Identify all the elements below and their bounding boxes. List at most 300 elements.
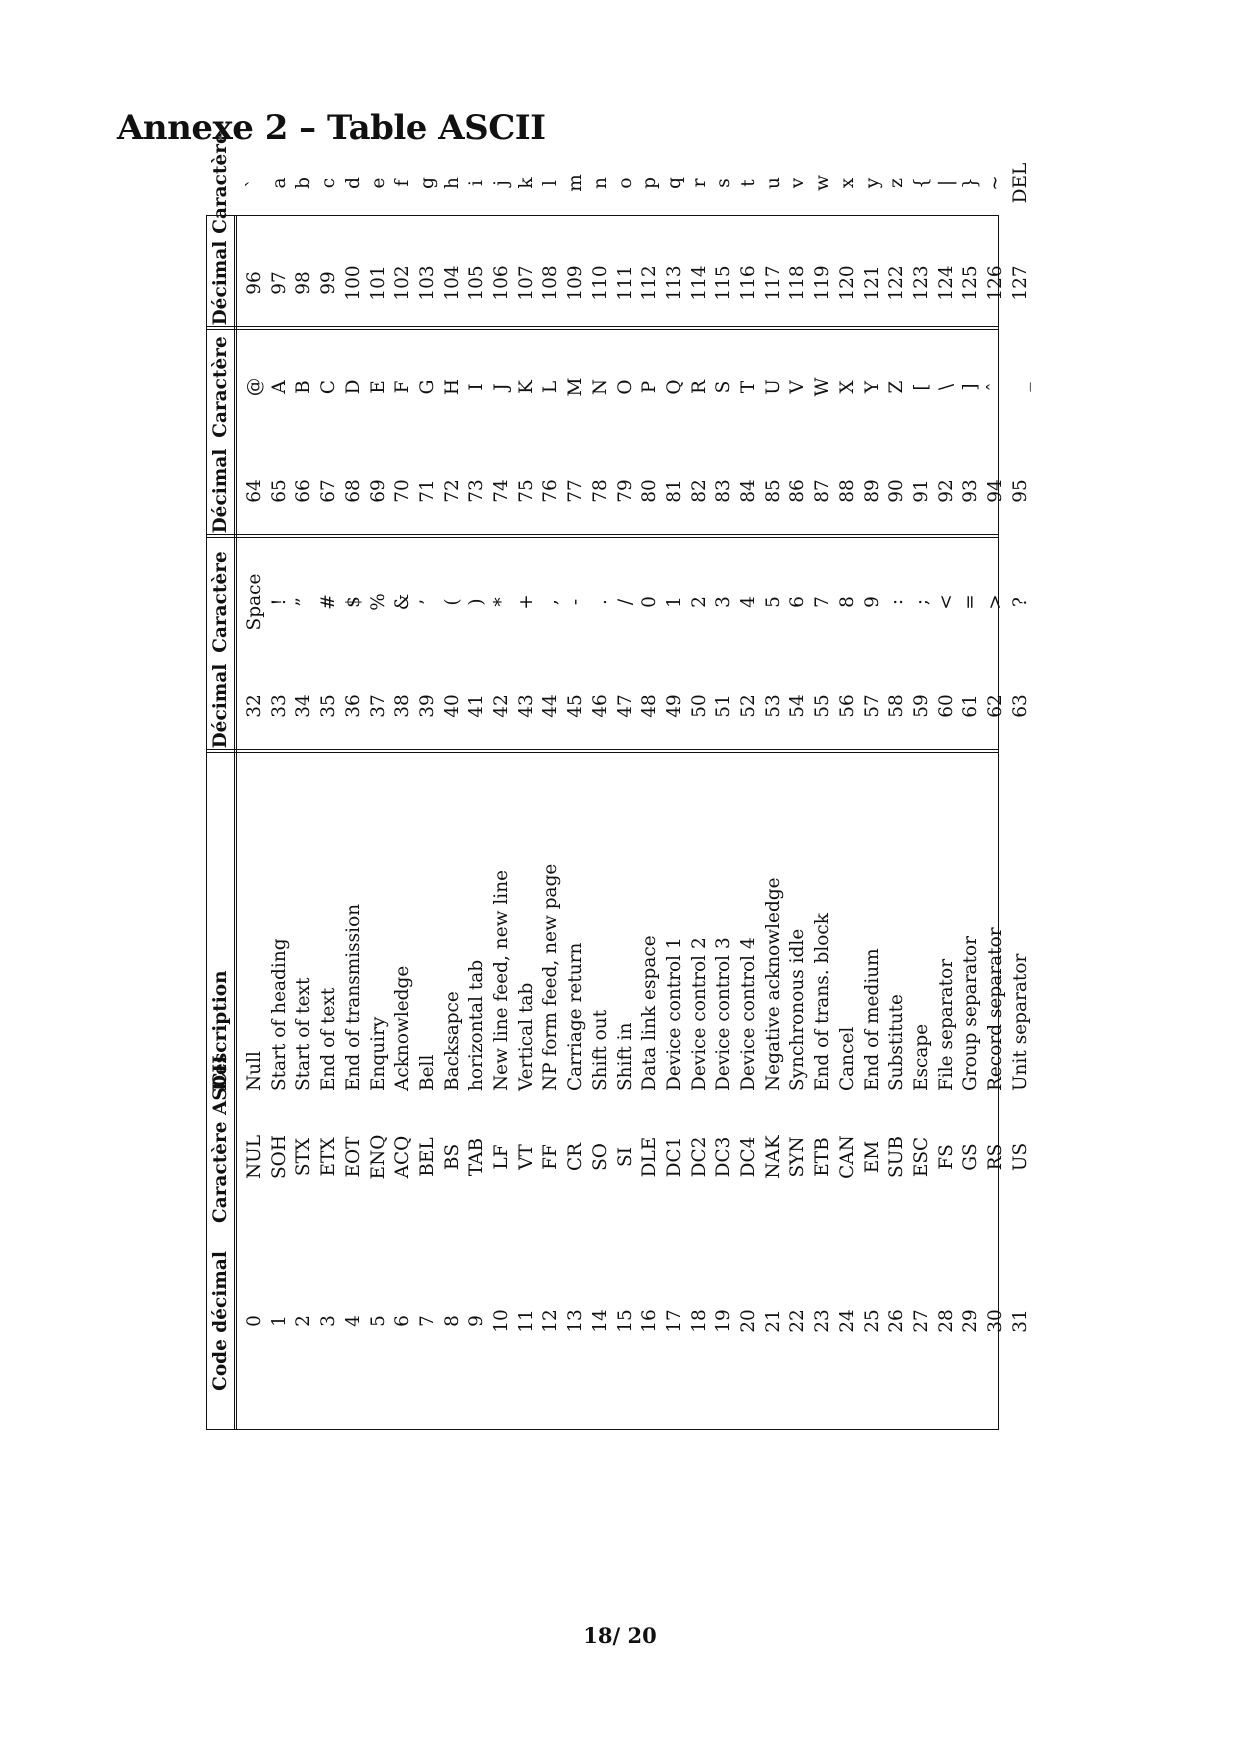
table-row (811, 175, 836, 1429)
decimal-cell: 75 (515, 479, 537, 503)
decimal-cell: 40 (441, 694, 463, 718)
table-row (885, 178, 910, 1429)
table-row (910, 177, 935, 1429)
ascii-table-frame (206, 132, 1031, 1430)
character-cell: B (293, 380, 315, 394)
decimal-cell: 110 (589, 265, 611, 301)
ascii-table (206, 132, 1031, 1430)
character-cell: & (392, 593, 414, 611)
control-code-cell: 8 (441, 1315, 463, 1327)
character-cell: J (491, 383, 512, 391)
character-cell: w (812, 175, 834, 191)
decimal-cell: 116 (738, 265, 759, 301)
character-cell: 7 (812, 596, 834, 608)
decimal-cell: 51 (713, 694, 735, 718)
control-code-cell: 0 (244, 1315, 265, 1327)
character-cell: h (441, 177, 463, 189)
character-cell: ` (244, 178, 265, 188)
character-cell: s (713, 178, 735, 188)
decimal-cell: 78 (589, 479, 611, 503)
decimal-cell: 43 (515, 694, 537, 718)
table-row (292, 177, 317, 1429)
decimal-cell: 82 (688, 479, 710, 503)
decimal-cell: 72 (441, 479, 463, 503)
character-cell: @ (244, 377, 265, 397)
control-code-cell: 17 (663, 1309, 685, 1333)
control-code-cell: 1 (268, 1315, 290, 1327)
decimal-cell: 76 (540, 479, 562, 503)
control-ascii-cell: SI (614, 1147, 636, 1167)
character-cell: ˆ (985, 382, 1006, 392)
control-description-cell: Device control 4 (738, 937, 759, 1091)
table-row (317, 177, 342, 1429)
control-ascii-cell: DC3 (713, 1136, 735, 1178)
control-description-cell: End of medium (861, 948, 883, 1091)
control-ascii-cell: DC2 (688, 1136, 710, 1178)
character-cell: 9 (861, 596, 883, 608)
control-code-cell: 30 (985, 1309, 1006, 1333)
decimal-cell: 60 (935, 694, 957, 718)
control-description-cell: NP form feed, new page (540, 863, 562, 1091)
control-code-cell: 21 (762, 1309, 784, 1333)
character-cell: v (787, 177, 809, 189)
decimal-cell: 121 (861, 265, 883, 301)
table-row (935, 179, 960, 1429)
decimal-cell: 63 (1009, 694, 1031, 718)
control-description-cell: Start of text (293, 977, 315, 1091)
decimal-cell: 99 (318, 271, 340, 295)
control-code-cell: 2 (293, 1315, 315, 1327)
control-ascii-cell: NUL (244, 1134, 265, 1180)
header-double-rule (236, 216, 237, 1429)
table-row (861, 177, 886, 1429)
control-description-cell: Escape (910, 1023, 932, 1091)
table-row (268, 177, 293, 1429)
control-code-cell: 10 (491, 1309, 512, 1333)
decimal-cell: 124 (935, 265, 957, 301)
table-row (663, 177, 688, 1429)
character-cell: 1 (663, 596, 685, 608)
control-description-cell: Null (244, 1051, 265, 1091)
decimal-cell: 70 (392, 479, 414, 503)
character-cell: r (688, 178, 710, 188)
control-ascii-cell: NAK (762, 1135, 784, 1179)
character-cell: 5 (762, 596, 784, 608)
character-cell: ] (960, 383, 982, 391)
table-row (515, 177, 540, 1429)
table-row (836, 177, 861, 1429)
character-cell: g (416, 177, 438, 189)
character-cell: $ (342, 596, 364, 608)
decimal-cell: 44 (540, 694, 562, 718)
control-ascii-cell: LF (491, 1144, 512, 1170)
table-row (564, 174, 589, 1429)
control-ascii-cell: BEL (416, 1137, 438, 1177)
character-cell: 2 (688, 596, 710, 608)
decimal-cell: 109 (565, 265, 587, 301)
control-code-cell: 12 (540, 1309, 562, 1333)
character-cell: j (491, 180, 512, 186)
character-cell: K (515, 380, 537, 394)
character-cell: , (540, 599, 562, 605)
control-code-cell: 5 (367, 1315, 389, 1327)
decimal-cell: 34 (293, 694, 315, 718)
control-description-cell: Device control 2 (688, 937, 710, 1091)
character-cell: W (812, 377, 834, 397)
table-row (243, 178, 268, 1429)
decimal-cell: 118 (787, 265, 809, 301)
control-code-cell: 22 (787, 1309, 809, 1333)
control-description-cell: End of text (318, 987, 340, 1091)
character-cell: 8 (836, 596, 858, 608)
decimal-cell: 77 (565, 479, 587, 503)
decimal-cell: 125 (960, 265, 982, 301)
character-cell: } (960, 177, 982, 189)
decimal-cell: 114 (688, 265, 710, 301)
decimal-cell: 42 (491, 694, 512, 718)
control-code-cell: 28 (935, 1309, 957, 1333)
table-row (638, 177, 663, 1429)
character-cell: ) (466, 598, 488, 606)
control-description-cell: Device control 3 (713, 937, 735, 1091)
character-cell: t (738, 179, 759, 187)
character-cell: 6 (787, 596, 809, 608)
character-cell: Y (861, 380, 883, 394)
decimal-cell: 93 (960, 479, 982, 503)
table-row (984, 175, 1009, 1429)
decimal-cell: 73 (466, 479, 488, 503)
character-cell: m (565, 174, 587, 192)
decimal-cell: 119 (812, 265, 834, 301)
control-code-cell: 29 (960, 1309, 982, 1333)
control-description-cell: Device control 1 (663, 937, 685, 1091)
decimal-cell: 36 (342, 694, 364, 718)
table-row (367, 177, 392, 1429)
character-cell: - (565, 598, 587, 606)
control-code-cell: 14 (589, 1309, 611, 1333)
table-row (762, 177, 787, 1429)
character-cell: u (762, 177, 784, 189)
decimal-cell: 127 (1009, 265, 1031, 301)
character-cell: E (367, 380, 389, 394)
decimal-cell: 59 (910, 694, 932, 718)
decimal-cell: 102 (392, 265, 414, 301)
control-description-cell: Shift out (589, 1009, 611, 1091)
decimal-cell: 105 (466, 265, 488, 301)
character-cell: f (392, 179, 414, 187)
character-cell: l (540, 180, 562, 186)
character-cell: b (293, 177, 315, 189)
decimal-cell: 54 (787, 694, 809, 718)
decimal-cell: 91 (910, 479, 932, 503)
page-number: 18/ 20 (583, 1623, 657, 1648)
table-row (465, 180, 490, 1429)
control-ascii-cell: FF (540, 1144, 562, 1170)
decimal-cell: 47 (614, 694, 636, 718)
decimal-cell: 71 (416, 479, 438, 503)
decimal-cell: 92 (935, 479, 957, 503)
decimal-cell: 111 (614, 265, 636, 301)
control-code-cell: 19 (713, 1309, 735, 1333)
decimal-cell: 45 (565, 694, 587, 718)
character-cell: < (935, 594, 957, 610)
character-cell: T (738, 380, 759, 394)
control-ascii-cell: SUB (886, 1136, 908, 1178)
control-description-cell: Cancel (836, 1026, 858, 1091)
control-ascii-cell: FS (935, 1144, 957, 1170)
control-ascii-cell: US (1009, 1142, 1031, 1172)
decimal-cell: 80 (639, 479, 661, 503)
character-cell: z (886, 178, 908, 188)
decimal-cell: 106 (491, 265, 512, 301)
character-cell: A (268, 380, 290, 394)
character-cell: e (367, 177, 389, 189)
table-row (416, 177, 441, 1429)
character-cell: R (688, 380, 710, 394)
control-description-cell: Enquiry (367, 1016, 389, 1091)
header-caractere-ascii: Caractère ASCII (210, 1055, 231, 1223)
decimal-cell: 97 (268, 271, 290, 295)
control-description-cell: End of trans. block (812, 913, 834, 1091)
character-cell: d (342, 177, 364, 189)
control-description-cell: Record separator (985, 927, 1006, 1091)
decimal-cell: 46 (589, 694, 611, 718)
character-cell: X (836, 380, 858, 394)
header-decimal-3: Décimal (210, 240, 231, 326)
decimal-cell: 32 (244, 694, 265, 718)
header-decimal-2: Décimal (210, 448, 231, 534)
control-code-cell: 3 (318, 1315, 340, 1327)
character-cell: Q (663, 379, 685, 395)
control-description-cell: Group separator (960, 935, 982, 1091)
decimal-cell: 65 (268, 479, 290, 503)
decimal-cell: 115 (713, 265, 735, 301)
control-code-cell: 31 (1009, 1309, 1031, 1333)
control-ascii-cell: VT (515, 1144, 537, 1170)
table-row (688, 178, 713, 1429)
control-code-cell: 9 (466, 1315, 488, 1327)
decimal-cell: 88 (836, 479, 858, 503)
decimal-cell: 52 (738, 694, 759, 718)
character-cell: * (491, 597, 512, 607)
header-caractere-3: Caractère (210, 132, 231, 234)
header-code-decimal: Code décimal (210, 1251, 231, 1391)
character-cell: L (540, 380, 562, 394)
control-description-cell: Shift in (614, 1022, 636, 1091)
character-cell: a (268, 177, 290, 189)
character-cell: 0 (639, 596, 661, 608)
control-code-cell: 11 (515, 1309, 537, 1333)
table-row (441, 177, 466, 1429)
control-ascii-cell: STX (293, 1137, 315, 1177)
control-description-cell: Substitute (886, 993, 908, 1091)
character-cell: ? (1009, 597, 1031, 607)
table-row (786, 177, 811, 1429)
control-ascii-cell: CR (565, 1142, 587, 1172)
control-ascii-cell: EOT (342, 1136, 364, 1178)
decimal-cell: 90 (886, 479, 908, 503)
character-cell: O (614, 379, 636, 395)
control-ascii-cell: SOH (268, 1135, 290, 1179)
control-description-cell: Synchronous idle (787, 928, 809, 1091)
control-code-cell: 20 (738, 1309, 759, 1333)
decimal-cell: 50 (688, 694, 710, 718)
control-ascii-cell: DLE (639, 1136, 661, 1178)
decimal-cell: 84 (738, 479, 759, 503)
decimal-cell: 55 (812, 694, 834, 718)
character-cell: k (515, 177, 537, 189)
control-ascii-cell: EM (861, 1140, 883, 1174)
decimal-cell: 85 (762, 479, 784, 503)
control-description-cell: Bell (416, 1054, 438, 1091)
character-cell: = (960, 594, 982, 610)
table-row (391, 179, 416, 1429)
decimal-cell: 100 (342, 265, 364, 301)
decimal-cell: 123 (910, 265, 932, 301)
control-code-cell: 6 (392, 1315, 414, 1327)
control-description-cell: File separator (935, 958, 957, 1091)
control-code-cell: 27 (910, 1309, 932, 1333)
character-cell: y (861, 177, 883, 189)
control-code-cell: 7 (416, 1315, 438, 1327)
character-cell: N (589, 378, 611, 396)
decimal-cell: 81 (663, 479, 685, 503)
decimal-cell: 57 (861, 694, 883, 718)
table-row (342, 177, 367, 1429)
decimal-cell: 86 (787, 479, 809, 503)
character-cell: ~ (985, 175, 1006, 191)
control-ascii-cell: ETX (318, 1137, 340, 1177)
control-ascii-cell: DC4 (738, 1136, 759, 1178)
character-cell: Space (244, 573, 265, 631)
control-ascii-cell: RS (985, 1143, 1006, 1171)
control-description-cell: Carriage return (565, 942, 587, 1091)
control-ascii-cell: SO (589, 1143, 611, 1171)
decimal-cell: 126 (985, 265, 1006, 301)
character-cell: C (318, 379, 340, 395)
character-cell: x (836, 177, 858, 189)
character-cell: / (614, 598, 636, 606)
character-cell: ( (441, 598, 463, 606)
control-ascii-cell: DC1 (663, 1136, 685, 1178)
decimal-cell: 58 (886, 694, 908, 718)
control-code-cell: 13 (565, 1309, 587, 1333)
control-ascii-cell: BS (441, 1143, 463, 1171)
control-description-cell: Start of heading (268, 938, 290, 1091)
table-row (959, 177, 984, 1429)
control-description-cell: Unit separator (1009, 953, 1031, 1091)
control-ascii-cell: ENQ (367, 1134, 389, 1180)
control-code-cell: 26 (886, 1309, 908, 1333)
control-description-cell: Negative acknowledge (762, 877, 784, 1091)
page-title: Annexe 2 – Table ASCII (117, 108, 546, 148)
decimal-cell: 117 (762, 265, 784, 301)
character-cell: \ (935, 383, 957, 391)
character-cell: H (441, 378, 463, 396)
control-description-cell: Vertical tab (515, 982, 537, 1091)
decimal-cell: 87 (812, 479, 834, 503)
control-description-cell: End of transmission (342, 903, 364, 1091)
control-code-cell: 4 (342, 1315, 364, 1327)
control-code-cell: 18 (688, 1309, 710, 1333)
control-description-cell: Data link espace (639, 935, 661, 1091)
table-row (737, 179, 762, 1429)
decimal-cell: 120 (836, 265, 858, 301)
decimal-cell: 112 (639, 265, 661, 301)
character-cell: S (713, 380, 735, 394)
table-row (614, 177, 639, 1429)
control-ascii-cell: GS (960, 1143, 982, 1171)
decimal-cell: 94 (985, 479, 1006, 503)
character-cell: Z (886, 380, 908, 394)
decimal-cell: 49 (663, 694, 685, 718)
decimal-cell: 33 (268, 694, 290, 718)
decimal-cell: 67 (318, 479, 340, 503)
decimal-cell: 122 (886, 265, 908, 301)
character-cell: [ (910, 383, 932, 391)
character-cell: i (466, 180, 488, 186)
decimal-cell: 113 (663, 265, 685, 301)
character-cell: | (935, 179, 957, 187)
character-cell: M (565, 377, 587, 397)
character-cell: DEL (1009, 162, 1031, 204)
table-row (1009, 162, 1034, 1429)
decimal-cell: 56 (836, 694, 858, 718)
table-header (207, 132, 235, 1429)
character-cell: ! (268, 598, 290, 606)
control-ascii-cell: ACQ (392, 1135, 414, 1179)
character-cell: P (639, 380, 661, 394)
control-code-cell: 25 (861, 1309, 883, 1333)
control-description-cell: New line feed, new line (491, 869, 512, 1091)
decimal-cell: 48 (639, 694, 661, 718)
control-code-cell: 23 (812, 1309, 834, 1333)
control-code-cell: 16 (639, 1309, 661, 1333)
header-description: Description (210, 970, 231, 1091)
character-cell: F (392, 380, 414, 394)
control-code-cell: 24 (836, 1309, 858, 1333)
character-cell: ” (293, 597, 315, 607)
decimal-cell: 98 (293, 271, 315, 295)
character-cell: ; (910, 598, 932, 606)
control-ascii-cell: ESC (910, 1136, 932, 1178)
character-cell: U (762, 379, 784, 395)
decimal-cell: 64 (244, 479, 265, 503)
character-cell: D (342, 379, 364, 395)
header-caractere-1: Caractère (210, 551, 231, 653)
control-ascii-cell: ETB (812, 1137, 834, 1177)
character-cell: G (416, 379, 438, 395)
character-cell: ’ (416, 599, 438, 605)
decimal-cell: 101 (367, 265, 389, 301)
decimal-cell: 38 (392, 694, 414, 718)
decimal-cell: 62 (985, 694, 1006, 718)
decimal-cell: 95 (1009, 479, 1031, 503)
character-cell: V (787, 380, 809, 394)
character-cell: : (886, 598, 908, 606)
table-row (589, 177, 614, 1429)
control-description-cell: horizontal tab (466, 959, 488, 1091)
decimal-cell: 79 (614, 479, 636, 503)
decimal-cell: 96 (244, 271, 265, 295)
control-description-cell: Acknowledge (392, 965, 414, 1091)
character-cell: c (318, 177, 340, 189)
character-cell: 3 (713, 596, 735, 608)
control-code-cell: 15 (614, 1309, 636, 1333)
decimal-cell: 53 (762, 694, 784, 718)
table-row (712, 178, 737, 1429)
decimal-cell: 104 (441, 265, 463, 301)
